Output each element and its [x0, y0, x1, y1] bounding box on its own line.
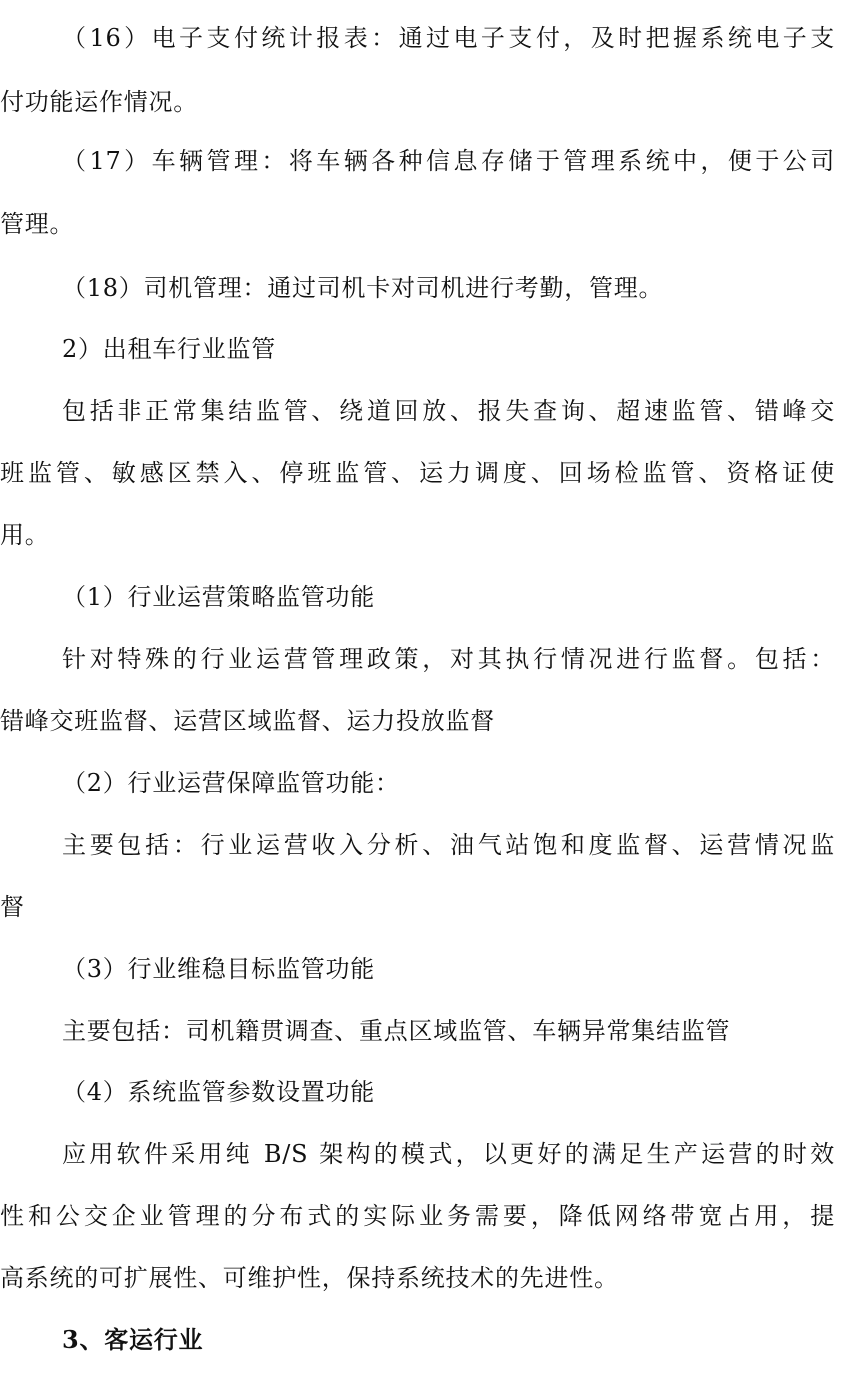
paragraph-line: 针对特殊的行业运营管理政策，对其执行情况进行监督。包括：	[62, 645, 835, 673]
paragraph-line: （16）电子支付统计报表：通过电子支付，及时把握系统电子支	[62, 24, 835, 52]
paragraph-line: 性和公交企业管理的分布式的实际业务需要，降低网络带宽占用，提	[0, 1202, 835, 1230]
paragraph-line: 用。	[0, 521, 50, 549]
paragraph-line: 主要包括：司机籍贯调查、重点区域监管、车辆异常集结监管	[62, 1017, 731, 1045]
paragraph-line: （18）司机管理：通过司机卡对司机进行考勤，管理。	[62, 274, 664, 302]
paragraph-line: 付功能运作情况。	[0, 88, 198, 116]
paragraph-line: （17）车辆管理：将车辆各种信息存储于管理系统中，便于公司	[62, 147, 835, 175]
subsection-heading: （4）系统监管参数设置功能	[62, 1078, 376, 1106]
paragraph-line: 督	[0, 893, 25, 921]
paragraph-line: 高系统的可扩展性、可维护性，保持系统技术的先进性。	[0, 1264, 619, 1292]
section-heading-bold: 3、客运行业	[62, 1325, 204, 1354]
section-heading: 2）出租车行业监管	[62, 335, 277, 363]
paragraph-line: 错峰交班监督、运营区域监督、运力投放监督	[0, 707, 495, 735]
subsection-heading: （1）行业运营策略监管功能	[62, 583, 376, 611]
paragraph-line: 主要包括：行业运营收入分析、油气站饱和度监督、运营情况监	[62, 831, 835, 859]
paragraph-line: 管理。	[0, 210, 75, 238]
subsection-heading: （2）行业运营保障监管功能：	[62, 769, 400, 797]
subsection-heading: （3）行业维稳目标监管功能	[62, 955, 376, 983]
paragraph-line: 应用软件采用纯 B/S 架构的模式，以更好的满足生产运营的时效	[62, 1140, 835, 1168]
paragraph-line: 班监管、敏感区禁入、停班监管、运力调度、回场检监管、资格证使	[0, 459, 835, 487]
paragraph-line: 包括非正常集结监管、绕道回放、报失查询、超速监管、错峰交	[62, 397, 835, 425]
